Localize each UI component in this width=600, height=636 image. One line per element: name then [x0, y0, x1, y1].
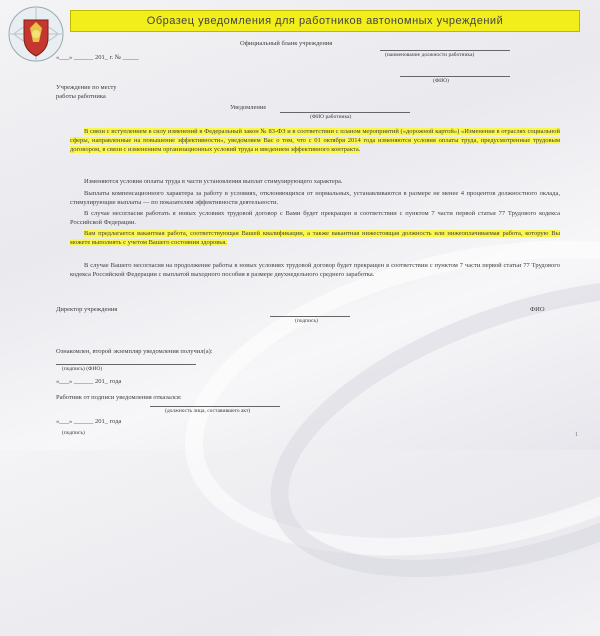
paragraph-4: В случае несогласия работать в новых условиях трудовой договор с Вами будет прекращен в соответствии с пунктом 7 части первой статьи 77 Трудового кодекса Российской Федерации.	[70, 210, 560, 226]
notice-label: Уведомление	[230, 104, 267, 111]
recipient-line	[380, 50, 510, 51]
fio-line	[400, 76, 510, 77]
ack-line	[56, 364, 196, 365]
ack-date: «___» ______ 201_ года	[56, 378, 122, 385]
signature-caption: (подпись)	[295, 318, 318, 324]
paragraph-5	[70, 230, 560, 248]
page-number: 1	[575, 432, 578, 438]
date-number-line: «___» ______ 201_ г. № _____	[56, 54, 139, 61]
fio-caption: (ФИО)	[433, 78, 449, 84]
ack-title: Ознакомлен, второй экземпляр уведомления получил(а):	[56, 348, 213, 355]
signature-line	[270, 316, 350, 317]
paragraph-3: Выплаты компенсационного характера за работу в условиях, отклоняющихся от нормальных, устанавливаются в размере не менее 4 процентов должностного оклада, стимулирующие выплаты — по показателям эффективности деятельности.	[70, 190, 560, 206]
paragraph-1-text: В связи с вступлением в силу изменений в Федеральный закон № 83-ФЗ и в соответствии с планом мероприятий («дорожной картой») «Изменения в отраслях социальной сферы, направленные на повышение эффективности», уведомляем Вас о том, что с 01 октября 2014 года изменяются условия оплаты труда, предусмотренные трудовым договором, в связи с изменением организационных условий труда и введением эффективного контракта.	[70, 128, 560, 153]
refusal-sign-caption: (подпись)	[62, 430, 85, 436]
notice-line	[280, 112, 410, 113]
employer-line-1: Учреждение по месту	[56, 84, 117, 91]
recipient-caption: (наименование должности работника)	[385, 52, 475, 58]
ack-caption: (подпись) (ФИО)	[62, 366, 103, 372]
paragraph-1	[70, 128, 560, 154]
signature-left: Директор учреждения	[56, 306, 118, 313]
refusal-date: «___» ______ 201_ года	[56, 418, 122, 425]
signature-right: ФИО	[530, 306, 545, 313]
paragraph-2: Изменяются условия оплаты труда в части установления выплат стимулирующего характера.	[84, 178, 343, 185]
notice-caption: (ФИО работника)	[310, 114, 352, 120]
document-title-bar	[70, 10, 580, 32]
paragraph-5-text: Вам предлагается вакантная работа, соответствующая Вашей квалификации, а также вакантная нижестоящая должность или нижеоплачиваемая работа, которую Вы можете выполнять с учетом Вашего состояния здоровья.	[70, 230, 560, 246]
refusal-caption: (должность лица, составившего акт)	[165, 408, 251, 414]
paragraph-6: В случае Вашего несогласия на продолжение работы в новых условиях трудовой договор будет прекращен в соответствии с пунктом 7 части первой статьи 77 Трудового кодекса Российской Федерации с выплатой выходного пособия в размере двухнедельного среднего заработка.	[70, 262, 560, 278]
employer-line-2: работы работника	[56, 93, 106, 100]
document-body	[40, 38, 580, 438]
refusal-line	[150, 406, 280, 407]
document-title: Образец уведомления для работников автономных учреждений	[146, 15, 504, 27]
letterhead: Официальный бланк учреждения	[240, 40, 333, 47]
refusal-title: Работник от подписи уведомления отказался:	[56, 394, 182, 401]
